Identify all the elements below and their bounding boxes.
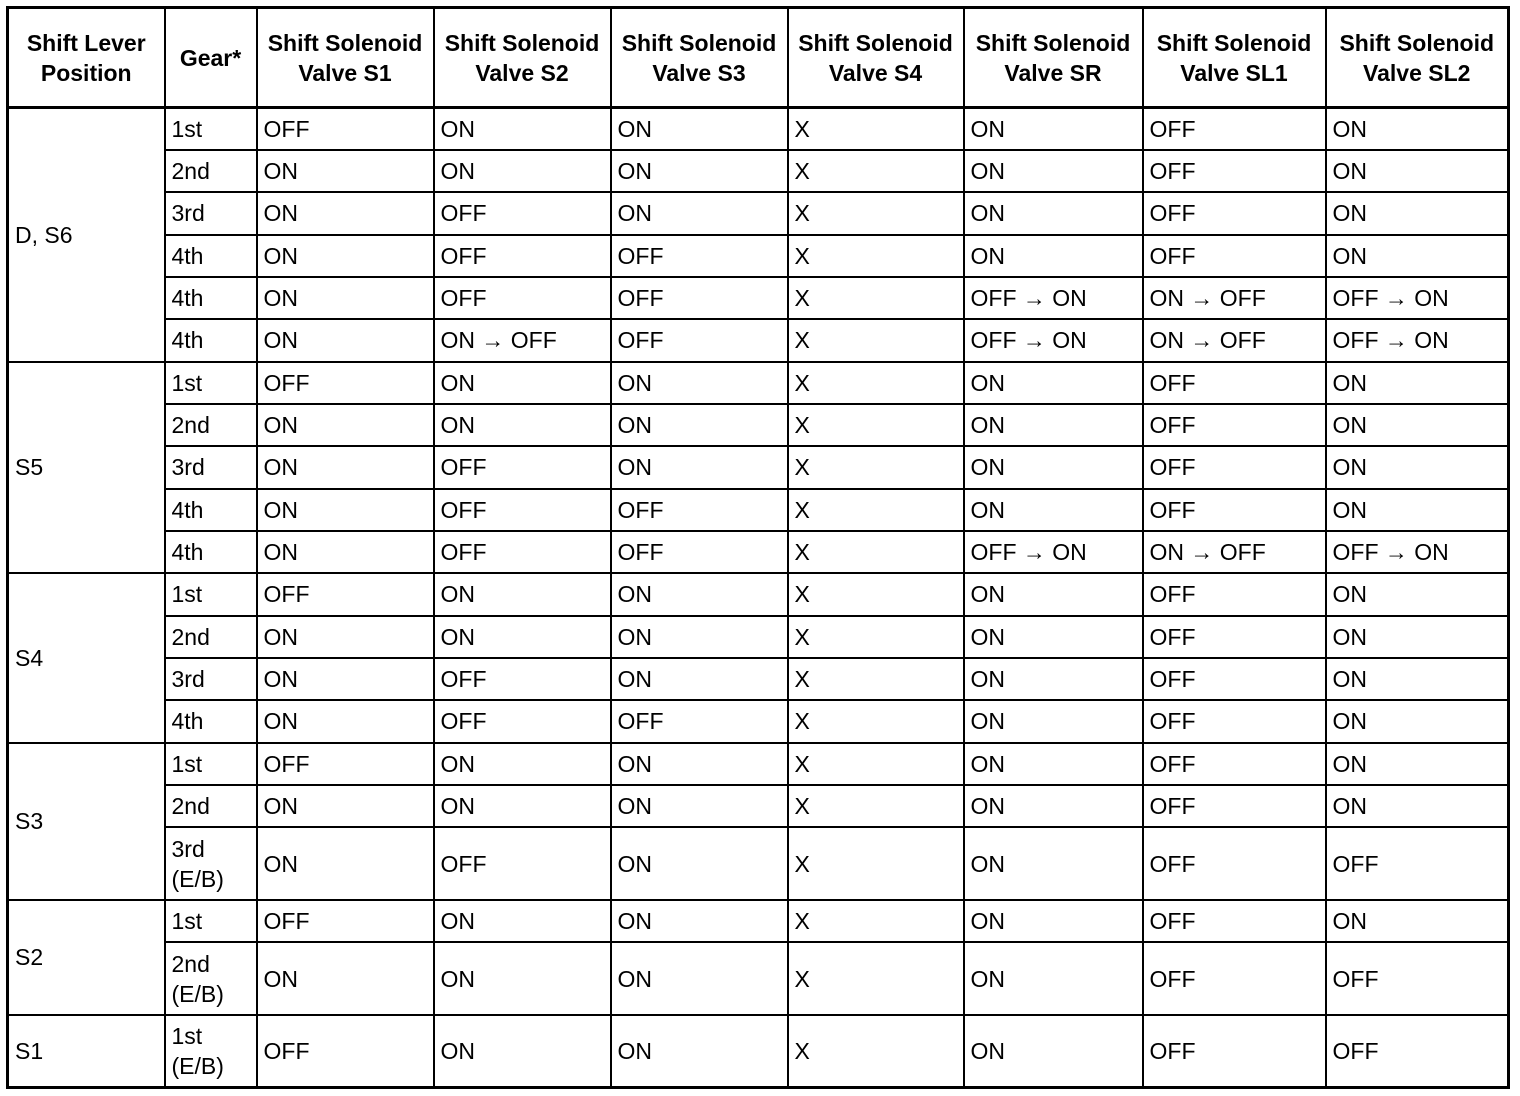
valve-s4-cell: X: [788, 743, 964, 785]
valve-sl2-cell: ON: [1326, 446, 1509, 488]
valve-s3-cell: ON: [611, 658, 788, 700]
valve-sr-cell: ON: [964, 827, 1143, 900]
header-s3: Shift Solenoid Valve S3: [611, 8, 788, 108]
valve-s1-cell: ON: [257, 616, 434, 658]
valve-sl2-cell: ON: [1326, 900, 1509, 942]
header-gear: Gear*: [165, 8, 257, 108]
valve-sl2-cell: OFF: [1326, 942, 1509, 1015]
valve-s4-cell: X: [788, 277, 964, 319]
valve-s4-cell: X: [788, 616, 964, 658]
table-row: [8, 900, 1509, 942]
valve-sr-cell: OFF → ON: [964, 277, 1143, 319]
table-body: [8, 108, 1509, 1088]
valve-sr-cell: ON: [964, 573, 1143, 615]
gear-cell: [165, 446, 257, 488]
valve-s1-cell: ON: [257, 150, 434, 192]
table-row: [8, 150, 1509, 192]
valve-s1-cell: ON: [257, 319, 434, 361]
valve-s1-cell: ON: [257, 942, 434, 1015]
shift-lever-position-cell: S2: [8, 900, 165, 1015]
valve-s2-cell: ON: [434, 573, 611, 615]
header-sl1: Shift Solenoid Valve SL1: [1143, 8, 1326, 108]
valve-sl2-cell: ON: [1326, 108, 1509, 150]
valve-s4-cell: X: [788, 319, 964, 361]
gear-label: 2nd: [171, 623, 210, 650]
valve-sr-cell: ON: [964, 192, 1143, 234]
valve-s3-cell: ON: [611, 108, 788, 150]
valve-sl2-cell: OFF: [1326, 1015, 1509, 1088]
table-row: [8, 785, 1509, 827]
valve-s2-cell: OFF: [434, 277, 611, 319]
valve-sl2-cell: ON: [1326, 785, 1509, 827]
valve-s4-cell: X: [788, 108, 964, 150]
valve-sl2-cell: ON: [1326, 192, 1509, 234]
gear-label: 1st: [171, 115, 203, 142]
valve-s4-cell: X: [788, 404, 964, 446]
valve-sl2-cell: ON: [1326, 743, 1509, 785]
gear-cell: [165, 150, 257, 192]
valve-sr-cell: ON: [964, 235, 1143, 277]
valve-sl2-cell: ON: [1326, 489, 1509, 531]
valve-s2-cell: ON: [434, 150, 611, 192]
valve-s2-cell: ON: [434, 900, 611, 942]
gear-cell: [165, 277, 257, 319]
valve-s1-cell: ON: [257, 489, 434, 531]
valve-s2-cell: ON: [434, 362, 611, 404]
gear-label: 1st: [171, 581, 203, 608]
gear-label: 2nd: [171, 793, 210, 820]
valve-s3-cell: OFF: [611, 235, 788, 277]
valve-sr-cell: ON: [964, 108, 1143, 150]
shift-lever-position-cell: S1: [8, 1015, 165, 1088]
valve-sl2-cell: ON: [1326, 235, 1509, 277]
gear-label: 1st: [171, 369, 203, 396]
valve-s4-cell: X: [788, 573, 964, 615]
valve-s4-cell: X: [788, 235, 964, 277]
valve-s3-cell: ON: [611, 573, 788, 615]
valve-sl2-cell: OFF: [1326, 827, 1509, 900]
gear-cell: [165, 319, 257, 361]
valve-sl1-cell: OFF: [1143, 235, 1326, 277]
valve-sl2-cell: ON: [1326, 616, 1509, 658]
valve-s3-cell: ON: [611, 900, 788, 942]
valve-s2-cell: ON: [434, 108, 611, 150]
valve-sl1-cell: ON → OFF: [1143, 531, 1326, 573]
valve-s2-cell: OFF: [434, 446, 611, 488]
gear-label: 1st: [171, 1022, 203, 1049]
valve-sr-cell: ON: [964, 700, 1143, 742]
valve-sl1-cell: OFF: [1143, 658, 1326, 700]
gear-cell: [165, 573, 257, 615]
valve-sr-cell: ON: [964, 362, 1143, 404]
valve-sl2-cell: ON: [1326, 362, 1509, 404]
valve-s1-cell: OFF: [257, 573, 434, 615]
gear-label: 1st: [171, 750, 203, 777]
table-row: [8, 319, 1509, 361]
header-s2: Shift Solenoid Valve S2: [434, 8, 611, 108]
valve-s3-cell: OFF: [611, 319, 788, 361]
valve-sl1-cell: OFF: [1143, 489, 1326, 531]
shift-lever-position-cell: S4: [8, 573, 165, 742]
gear-label: 1st: [171, 908, 203, 935]
valve-s4-cell: X: [788, 531, 964, 573]
valve-sl2-cell: ON: [1326, 404, 1509, 446]
gear-cell: [165, 900, 257, 942]
valve-s2-cell: OFF: [434, 658, 611, 700]
valve-s2-cell: OFF: [434, 700, 611, 742]
table-row: [8, 404, 1509, 446]
valve-sr-cell: ON: [964, 489, 1143, 531]
valve-sl2-cell: ON: [1326, 658, 1509, 700]
header-row: [8, 8, 1509, 108]
valve-s1-cell: ON: [257, 235, 434, 277]
gear-cell: [165, 942, 257, 1015]
table-row: [8, 700, 1509, 742]
valve-sr-cell: OFF → ON: [964, 531, 1143, 573]
valve-s2-cell: ON: [434, 942, 611, 1015]
table-row: [8, 446, 1509, 488]
table-row: [8, 362, 1509, 404]
valve-s3-cell: ON: [611, 827, 788, 900]
valve-s1-cell: ON: [257, 658, 434, 700]
valve-sl1-cell: OFF: [1143, 743, 1326, 785]
valve-s4-cell: X: [788, 658, 964, 700]
gear-cell: [165, 362, 257, 404]
valve-sl2-cell: ON: [1326, 150, 1509, 192]
valve-sr-cell: ON: [964, 1015, 1143, 1088]
valve-sl1-cell: OFF: [1143, 192, 1326, 234]
valve-s1-cell: ON: [257, 277, 434, 319]
valve-s2-cell: OFF: [434, 192, 611, 234]
table-row: [8, 827, 1509, 900]
valve-s4-cell: X: [788, 1015, 964, 1088]
gear-cell: [165, 404, 257, 446]
gear-cell: [165, 700, 257, 742]
valve-sl1-cell: OFF: [1143, 785, 1326, 827]
valve-sl2-cell: ON: [1326, 700, 1509, 742]
gear-label: 4th: [171, 708, 204, 735]
valve-sr-cell: ON: [964, 743, 1143, 785]
gear-label: 4th: [171, 539, 204, 566]
valve-s2-cell: ON: [434, 1015, 611, 1088]
gear-cell: [165, 785, 257, 827]
table-row: [8, 531, 1509, 573]
valve-sr-cell: ON: [964, 900, 1143, 942]
valve-s3-cell: ON: [611, 785, 788, 827]
gear-qualifier: (E/B): [171, 865, 224, 892]
gear-qualifier: (E/B): [171, 1052, 224, 1079]
table-row: [8, 108, 1509, 150]
gear-cell: [165, 1015, 257, 1088]
valve-s1-cell: OFF: [257, 1015, 434, 1088]
valve-s2-cell: ON → OFF: [434, 319, 611, 361]
valve-s3-cell: OFF: [611, 700, 788, 742]
valve-s4-cell: X: [788, 942, 964, 1015]
header-shift-lever-position: Shift Lever Position: [8, 8, 165, 108]
table-row: [8, 616, 1509, 658]
valve-s1-cell: ON: [257, 827, 434, 900]
valve-sr-cell: ON: [964, 150, 1143, 192]
valve-s2-cell: OFF: [434, 531, 611, 573]
valve-s1-cell: ON: [257, 785, 434, 827]
valve-sr-cell: ON: [964, 785, 1143, 827]
valve-s4-cell: X: [788, 150, 964, 192]
gear-label: 4th: [171, 242, 204, 269]
valve-s3-cell: ON: [611, 362, 788, 404]
shift-lever-position-cell: D, S6: [8, 108, 165, 362]
valve-s3-cell: ON: [611, 150, 788, 192]
valve-s2-cell: ON: [434, 785, 611, 827]
valve-s1-cell: ON: [257, 192, 434, 234]
gear-label: 2nd: [171, 158, 210, 185]
valve-sl1-cell: OFF: [1143, 616, 1326, 658]
valve-s4-cell: X: [788, 489, 964, 531]
gear-cell: [165, 192, 257, 234]
valve-sl1-cell: OFF: [1143, 900, 1326, 942]
valve-s2-cell: ON: [434, 404, 611, 446]
valve-s4-cell: X: [788, 700, 964, 742]
valve-sl1-cell: OFF: [1143, 827, 1326, 900]
shift-lever-position-cell: S3: [8, 743, 165, 900]
gear-label: 3rd: [171, 835, 205, 862]
table-row: [8, 942, 1509, 1015]
table-row: [8, 1015, 1509, 1088]
gear-label: 2nd: [171, 412, 210, 439]
table-row: [8, 573, 1509, 615]
table-row: [8, 743, 1509, 785]
valve-sl1-cell: OFF: [1143, 700, 1326, 742]
valve-sl1-cell: OFF: [1143, 573, 1326, 615]
table-row: [8, 489, 1509, 531]
valve-s2-cell: ON: [434, 743, 611, 785]
valve-s2-cell: ON: [434, 616, 611, 658]
gear-label: 4th: [171, 327, 204, 354]
valve-sl1-cell: OFF: [1143, 446, 1326, 488]
gear-label: 3rd: [171, 666, 205, 693]
header-sr: Shift Solenoid Valve SR: [964, 8, 1143, 108]
header-s4: Shift Solenoid Valve S4: [788, 8, 964, 108]
gear-label: 3rd: [171, 454, 205, 481]
valve-s3-cell: ON: [611, 1015, 788, 1088]
gear-cell: [165, 827, 257, 900]
valve-sl1-cell: OFF: [1143, 404, 1326, 446]
valve-sr-cell: ON: [964, 942, 1143, 1015]
valve-s3-cell: OFF: [611, 277, 788, 319]
table-row: [8, 277, 1509, 319]
valve-s1-cell: ON: [257, 531, 434, 573]
gear-label: 4th: [171, 496, 204, 523]
valve-s3-cell: ON: [611, 192, 788, 234]
valve-sl2-cell: OFF → ON: [1326, 531, 1509, 573]
valve-sr-cell: ON: [964, 404, 1143, 446]
gear-label: 4th: [171, 285, 204, 312]
gear-cell: [165, 616, 257, 658]
valve-s1-cell: ON: [257, 700, 434, 742]
valve-sr-cell: OFF → ON: [964, 319, 1143, 361]
header-sl2: Shift Solenoid Valve SL2: [1326, 8, 1509, 108]
gear-qualifier: (E/B): [171, 980, 224, 1007]
valve-s3-cell: ON: [611, 743, 788, 785]
gear-cell: [165, 108, 257, 150]
valve-s4-cell: X: [788, 900, 964, 942]
valve-sl2-cell: OFF → ON: [1326, 277, 1509, 319]
valve-s4-cell: X: [788, 446, 964, 488]
gear-cell: [165, 531, 257, 573]
valve-s1-cell: OFF: [257, 108, 434, 150]
valve-sl1-cell: ON → OFF: [1143, 277, 1326, 319]
valve-s2-cell: OFF: [434, 235, 611, 277]
gear-cell: [165, 489, 257, 531]
valve-s2-cell: OFF: [434, 827, 611, 900]
valve-s3-cell: OFF: [611, 489, 788, 531]
valve-s1-cell: ON: [257, 404, 434, 446]
valve-s4-cell: X: [788, 827, 964, 900]
valve-s3-cell: ON: [611, 616, 788, 658]
valve-s1-cell: OFF: [257, 900, 434, 942]
header-s1: Shift Solenoid Valve S1: [257, 8, 434, 108]
valve-s4-cell: X: [788, 192, 964, 234]
gear-cell: [165, 235, 257, 277]
valve-s4-cell: X: [788, 362, 964, 404]
gear-label: 3rd: [171, 200, 205, 227]
valve-sl1-cell: OFF: [1143, 150, 1326, 192]
valve-sl1-cell: OFF: [1143, 942, 1326, 1015]
valve-sl1-cell: OFF: [1143, 108, 1326, 150]
gear-label: 2nd: [171, 950, 210, 977]
valve-sl1-cell: ON → OFF: [1143, 319, 1326, 361]
valve-s3-cell: ON: [611, 942, 788, 1015]
valve-s3-cell: OFF: [611, 531, 788, 573]
valve-s4-cell: X: [788, 785, 964, 827]
valve-sr-cell: ON: [964, 446, 1143, 488]
valve-s1-cell: OFF: [257, 362, 434, 404]
table-row: [8, 235, 1509, 277]
shift-lever-position-cell: S5: [8, 362, 165, 574]
valve-sr-cell: ON: [964, 616, 1143, 658]
valve-s3-cell: ON: [611, 404, 788, 446]
valve-sl2-cell: OFF → ON: [1326, 319, 1509, 361]
solenoid-operation-table: [6, 6, 1510, 1089]
table-row: [8, 192, 1509, 234]
valve-s1-cell: OFF: [257, 743, 434, 785]
valve-sl1-cell: OFF: [1143, 1015, 1326, 1088]
valve-sl2-cell: ON: [1326, 573, 1509, 615]
gear-cell: [165, 743, 257, 785]
valve-s1-cell: ON: [257, 446, 434, 488]
valve-s3-cell: ON: [611, 446, 788, 488]
table-row: [8, 658, 1509, 700]
valve-s2-cell: OFF: [434, 489, 611, 531]
gear-cell: [165, 658, 257, 700]
valve-sr-cell: ON: [964, 658, 1143, 700]
valve-sl1-cell: OFF: [1143, 362, 1326, 404]
